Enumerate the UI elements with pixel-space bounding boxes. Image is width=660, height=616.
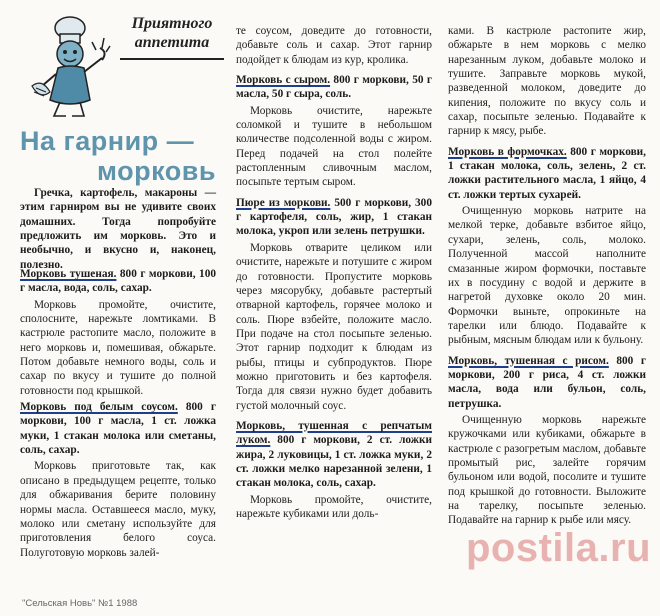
article-intro (20, 186, 216, 272)
recipe-white-sauce-title: Морковь под белым соусом. (20, 401, 178, 414)
recipe-molds-ingredients (448, 145, 646, 202)
recipe-rice-method: Очищенную морковь нарежьте кружочками или кубиками, обжарьте в кастрюле с разогретым маслом, добавьте промытый рис, залейте горячим бульоном или водой, посолите и тушите под крышкой до готовности. Выложите на тарелку, посыпьте зеленью. Подавайте на гарнир к рыбе или мясу. (448, 413, 646, 527)
recipe-cheese-ingredients (236, 73, 432, 102)
chef-mascot-illustration (22, 8, 118, 120)
ingredients-text: 800 г моркови, 100 г масла, вода, соль, сахар. (20, 268, 216, 295)
rubric-title-line2: аппетита (134, 34, 210, 51)
rubric-title (122, 14, 222, 52)
recipe-puree-method: Морковь отварите целиком или очистите, нарежьте и потушите с жиром до готовности. Пропустите морковь через мясорубку, добавьте растертый отварной картофель, горячее молоко и соль. Пюре взбейте, положите масло. При подаче на стол посыпьте зеленью. Этот гарнир подходит к блюдам из рыбы, птицы и субпродуктов. Пюре можно приготовить и без картофеля. Тогда для связи нужно будет добавить густой молочный соус. (236, 241, 432, 412)
ingredients-text: 800 г моркови, 2 ст. ложки жира, 2 луковицы, 1 ст. ложка муки, 2 ст. ложки мелко нарезанной зелени, 1 стакан молока, соль, сахар. (236, 434, 432, 490)
recipe-onion-ingredients (236, 419, 432, 491)
continued-text: те соусом, доведите до готовности, добавьте соль и сахар. Этот гарнир подойдет к блюдам из кур, кролика. (236, 25, 432, 66)
watermark: postila.ru (466, 526, 652, 570)
ingredients-text: 500 г моркови, 300 г картофеля, соль, жир, 1 стакан молока, укроп или зелень петрушки. (236, 196, 432, 238)
ingredients-text: 800 г моркови, 1 стакан молока, соль, зелень, 2 ст. ложки растительного масла, 1 яйцо, 4 ст. ложки тертых сухарей. (448, 145, 647, 201)
column-3 (448, 24, 646, 530)
rubric-underline (120, 58, 224, 60)
intro-paragraph: Гречка, картофель, макароны — этим гарниром вы не удивите своих домашних. Тогда попробуйте предложить им морковь. Это и необычно, и вкусно и, наконец, полезно. (20, 187, 216, 271)
source-footer: "Сельская Новь" №1 1988 (22, 598, 138, 609)
recipe-puree-ingredients (236, 196, 432, 239)
headline-line2: морковь (97, 156, 216, 186)
recipe-puree-title: Пюре из моркови. (236, 196, 331, 209)
recipe-stewed-carrot-title: Морковь тушеная. (20, 268, 117, 280)
recipe-rice-title: Морковь, тушенная с рисом. (448, 354, 609, 367)
recipe-white-sauce-method: Морковь приготовьте так, как описано в предыдущем рецепте, только для обжаривания берите половину нормы масла. Оставшееся масло, муку, молоко или сметану используйте для приготовления белого соуса. Полуготовую морковь залей- (20, 460, 216, 559)
recipe-onion-method: Морковь промойте, очистите, нарежьте кубиками или доль- (236, 493, 432, 520)
column-2 (236, 24, 432, 523)
ingredients-text: 800 г моркови, 100 г масла, 1 ст. ложка муки, 1 стакан молока или сметаны, соль, сахар. (20, 401, 216, 457)
recipe-molds-title: Морковь в формочках. (448, 145, 567, 158)
recipe-onion-title: Морковь, тушенная с репчатым луком. (236, 419, 432, 447)
recipe-stewed-carrot-method: Морковь промойте, очистите, сполосните, нарежьте ломтиками. В кастрюле растопите масло, положите в него морковь и, помешивая, обжарьте. Потом добавьте немного воды, соль и сахар по вкусу и тушите до полной готовности под крышкой. (20, 298, 216, 397)
recipe-stewed-carrot-ingredients (20, 267, 216, 296)
rubric-title-line1: Приятного (131, 15, 213, 32)
recipe-white-sauce-ingredients (20, 400, 216, 457)
ingredients-text: 800 г моркови, 200 г риса, 4 ст. ложки масла, вода или бульон, соль, петрушка. (448, 354, 646, 410)
recipe-cheese-title: Морковь с сыром. (236, 74, 331, 87)
ingredients-text: 800 г моркови, 50 г масла, 50 г сыра, соль. (236, 74, 433, 101)
recipe-rice-ingredients (448, 354, 646, 411)
article-headline (20, 126, 220, 186)
recipe-molds-method: Очищенную морковь натрите на мелкой терке, добавьте взбитое яйцо, сухари, зелень, соль, молоко. Полученной массой наполните смазанные жиром формочки, поставьте их в посудину с водой и держите в нагретой духовке около 20 мин. Формочки выньте, опрокиньте на тарелки или блюдо. Подавайте к рыбным, мясным блюдам или к бульону. (448, 205, 646, 347)
headline-line1: На гарнир — (20, 126, 195, 156)
column-1 (20, 267, 216, 562)
continued-text: ками. В кастрюле растопите жир, обжарьте в нем морковь с мелко нарезанным луком, добавьте молоко и тушите. Заправьте морковь мукой, разведенной молоком, доведите до кипения, положите по вкусу соль и сахар, посыпьте зеленью. Подавайте к гарнир к мясу, рыбе. (448, 25, 646, 138)
recipe-cheese-method: Морковь очистите, нарежьте соломкой и тушите в небольшом количестве подсоленной воды с жиром. Перед подачей на стол полейте растопленным сливочным маслом, посыпьте тертым сыром. (236, 104, 432, 189)
